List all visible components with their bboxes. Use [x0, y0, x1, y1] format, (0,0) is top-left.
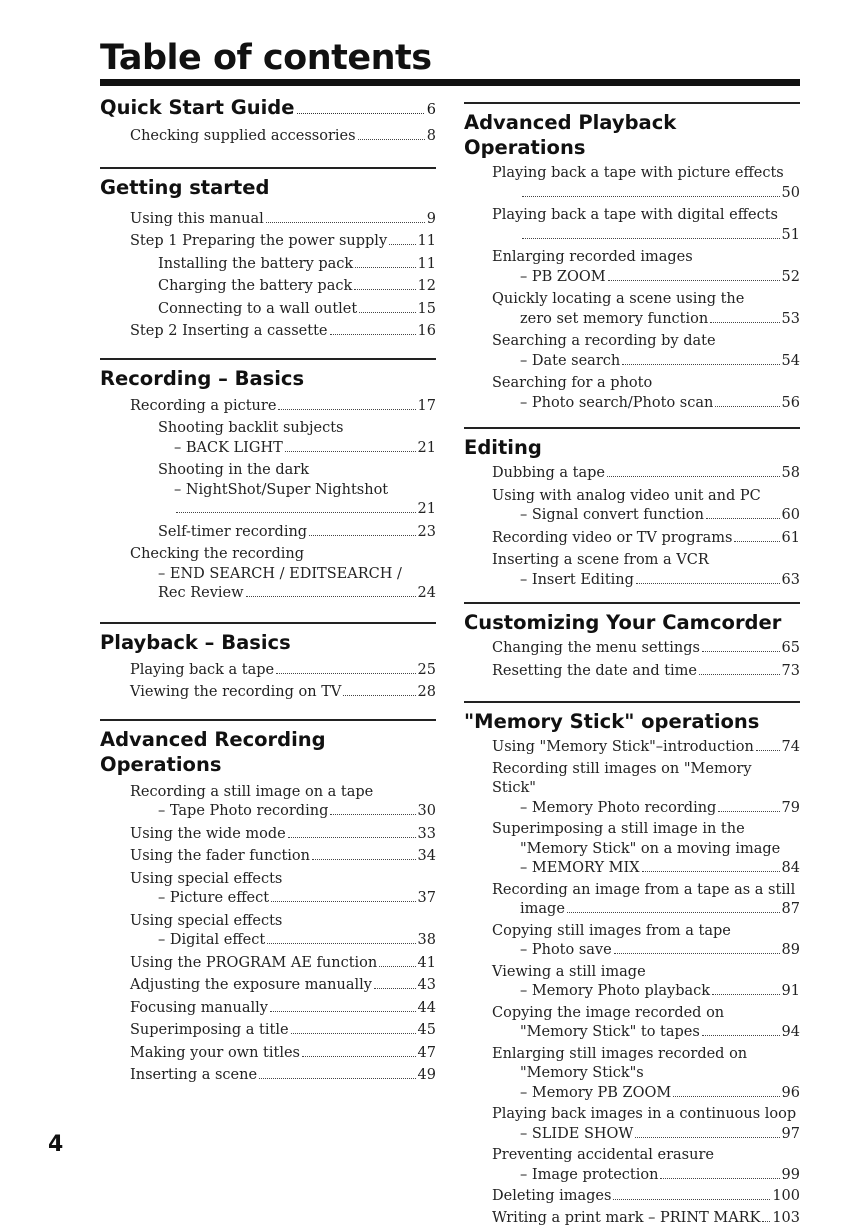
- toc-entry[interactable]: Viewing the recording on TV 28: [100, 683, 436, 703]
- toc-entry[interactable]: Inserting a scene 49: [100, 1066, 436, 1086]
- toc-entry[interactable]: Recording video or TV programs 61: [464, 529, 800, 549]
- toc-entry[interactable]: Recording an image from a tape as a still image 87: [464, 881, 800, 920]
- toc-entry[interactable]: Recording a still image on a tape – Tape Photo recording 30: [100, 783, 436, 822]
- right-column: [464, 102, 800, 1228]
- section-quick-start: [100, 95, 436, 147]
- toc-entry[interactable]: Charging the battery pack 12: [100, 277, 436, 297]
- section-rule: [100, 358, 436, 360]
- page-number: 4: [48, 1132, 63, 1157]
- toc-entry[interactable]: Using with analog video unit and PC – Signal convert function 60: [464, 487, 800, 526]
- section-title[interactable]: Editing: [464, 435, 800, 460]
- toc-entry[interactable]: Searching a recording by date – Date search 54: [464, 332, 800, 371]
- toc-entry[interactable]: Step 1 Preparing the power supply 11: [100, 232, 436, 252]
- toc-entry[interactable]: Superimposing a title 45: [100, 1021, 436, 1041]
- toc-entry[interactable]: Changing the menu settings 65: [464, 639, 800, 659]
- section-rule: [464, 427, 800, 429]
- toc-entry[interactable]: Superimposing a still image in the "Memory Stick" on a moving image – MEMORY MIX 84: [464, 820, 800, 879]
- toc-entry[interactable]: Connecting to a wall outlet 15: [100, 300, 436, 320]
- toc-entry[interactable]: Playing back images in a continuous loop – SLIDE SHOW 97: [464, 1105, 800, 1144]
- toc-entry[interactable]: Using the PROGRAM AE function 41: [100, 954, 436, 974]
- section-title[interactable]: Quick Start Guide 6: [100, 95, 436, 123]
- toc-entry[interactable]: Playing back a tape with picture effects 50: [464, 164, 800, 203]
- section-title[interactable]: Getting started: [100, 175, 436, 200]
- toc-entry[interactable]: Quickly locating a scene using the zero set memory function 53: [464, 290, 800, 329]
- section-customizing: [464, 602, 800, 681]
- section-advanced-recording: [100, 719, 436, 1086]
- toc-entry[interactable]: Deleting images 100: [464, 1187, 800, 1207]
- section-playback-basics: [100, 622, 436, 703]
- section-editing: [464, 427, 800, 590]
- toc-entry[interactable]: Self-timer recording 23: [100, 523, 436, 543]
- toc-entry[interactable]: Using the wide mode 33: [100, 825, 436, 845]
- toc-entry[interactable]: Adjusting the exposure manually 43: [100, 976, 436, 996]
- toc-entry[interactable]: Copying still images from a tape – Photo save 89: [464, 922, 800, 961]
- toc-entry[interactable]: Using this manual 9: [100, 210, 436, 230]
- section-rule: [100, 167, 436, 169]
- section-rule: [464, 602, 800, 604]
- section-title[interactable]: Playback – Basics: [100, 630, 436, 655]
- toc-entry[interactable]: Playing back a tape 25: [100, 661, 436, 681]
- section-advanced-playback: [464, 102, 800, 413]
- toc-entry[interactable]: Writing a print mark – PRINT MARK 103: [464, 1209, 800, 1228]
- toc-entry[interactable]: Enlarging recorded images – PB ZOOM 52: [464, 248, 800, 287]
- title-rule: [100, 79, 800, 86]
- section-title[interactable]: Advanced Recording Operations: [100, 727, 436, 777]
- toc-entry[interactable]: Dubbing a tape 58: [464, 464, 800, 484]
- toc-entry[interactable]: Searching for a photo – Photo search/Photo scan 56: [464, 374, 800, 413]
- toc-entry[interactable]: Viewing a still image – Memory Photo playback 91: [464, 963, 800, 1002]
- toc-entry[interactable]: Using "Memory Stick"–introduction 74: [464, 738, 800, 758]
- toc-entry[interactable]: Using the fader function 34: [100, 847, 436, 867]
- section-rule: [100, 719, 436, 721]
- section-recording-basics: [100, 358, 436, 604]
- section-title[interactable]: Advanced Playback Operations: [464, 110, 800, 160]
- section-title[interactable]: Customizing Your Camcorder: [464, 610, 800, 635]
- section-title[interactable]: "Memory Stick" operations: [464, 709, 800, 734]
- toc-entry[interactable]: Using special effects – Picture effect 37: [100, 870, 436, 909]
- toc-entry[interactable]: Recording still images on "Memory Stick" – Memory Photo recording 79: [464, 760, 800, 819]
- section-rule: [100, 622, 436, 624]
- toc-entry[interactable]: Making your own titles 47: [100, 1044, 436, 1064]
- toc-entry[interactable]: Enlarging still images recorded on "Memory Stick"s – Memory PB ZOOM 96: [464, 1045, 800, 1104]
- toc-entry[interactable]: Preventing accidental erasure – Image protection 99: [464, 1146, 800, 1185]
- page-title: Table of contents: [100, 38, 432, 78]
- toc-entry[interactable]: Resetting the date and time 73: [464, 662, 800, 682]
- toc-entry[interactable]: Inserting a scene from a VCR – Insert Editing 63: [464, 551, 800, 590]
- toc-entry[interactable]: Shooting in the dark – NightShot/Super Nightshot 21: [100, 461, 436, 520]
- toc-entry[interactable]: Focusing manually 44: [100, 999, 436, 1019]
- toc-entry[interactable]: Copying the image recorded on "Memory Stick" to tapes 94: [464, 1004, 800, 1043]
- section-memory-stick: [464, 701, 800, 1228]
- left-column: [100, 95, 436, 1086]
- toc-entry[interactable]: Recording a picture 17: [100, 397, 436, 417]
- toc-entry[interactable]: Checking the recording – END SEARCH / EDITSEARCH / Rec Review 24: [100, 545, 436, 604]
- toc-entry[interactable]: Shooting backlit subjects – BACK LIGHT 21: [100, 419, 436, 458]
- toc-entry[interactable]: Installing the battery pack 11: [100, 255, 436, 275]
- section-getting-started: [100, 167, 436, 342]
- toc-entry[interactable]: Step 2 Inserting a cassette 16: [100, 322, 436, 342]
- section-title[interactable]: Recording – Basics: [100, 366, 436, 391]
- section-rule: [464, 701, 800, 703]
- toc-entry[interactable]: Using special effects – Digital effect 38: [100, 912, 436, 951]
- toc-entry[interactable]: Playing back a tape with digital effects 51: [464, 206, 800, 245]
- toc-entry[interactable]: Checking supplied accessories 8: [100, 127, 436, 147]
- section-rule: [464, 102, 800, 104]
